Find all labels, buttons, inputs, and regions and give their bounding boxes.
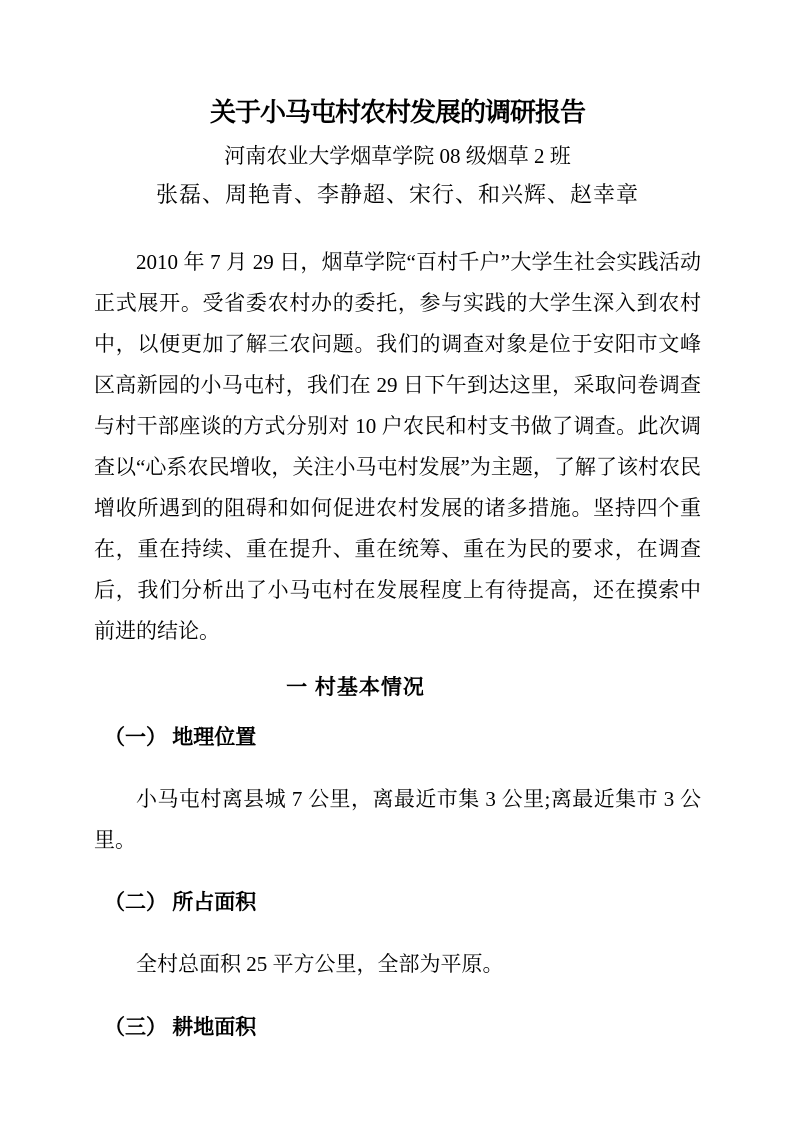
document-byline: 河南农业大学烟草学院 08 级烟草 2 班 xyxy=(224,144,571,168)
intro-paragraph: 2010 年 7 月 29 日，烟草学院“百村千户”大学生社会实践活动正式展开。受省委农村办的委托，参与实践的大学生深入到农村中，以便更加了解三农问题。我们的调查对象是位于安阳市文峰区高新园的小马屯村，我们在 29 日下午到达这里，采取问卷调查与村干部座谈的方式分别对 10 户农民和村支书做了调查。此次调查以“心系农民增收，关注小马屯村发展”为主题，了解了该村农民增收所遇到的阻碍和如何促进农村发展的诸多措施。坚持四个重在，重在持续、重在提升、重在统筹、重在为民的要求，在调查后，我们分析出了小马屯村在发展程度上有待提高，还在摸索中前进的结论。 xyxy=(94,250,701,643)
subsection-body-occupied-area: 全村总面积 25 平方公里，全部为平原。 xyxy=(136,952,504,976)
subsection-heading-cultivated-area: （三） 耕地面积 xyxy=(104,1015,257,1039)
subsection-body-geographic-location: 小马屯村离县城 7 公里，离最近市集 3 公里;离最近集市 3 公里。 xyxy=(94,787,701,852)
subsection-heading-geographic-location: （一） 地理位置 xyxy=(104,725,257,749)
document-authors: 张磊、周艳青、李静超、宋行、和兴辉、赵幸章 xyxy=(155,182,639,207)
document-content xyxy=(94,0,701,1069)
document-title: 关于小马屯村农村发展的调研报告 xyxy=(209,98,585,127)
section-heading-village-basics: 一 村基本情况 xyxy=(286,676,425,699)
subsection-heading-occupied-area: （二） 所占面积 xyxy=(104,890,257,914)
